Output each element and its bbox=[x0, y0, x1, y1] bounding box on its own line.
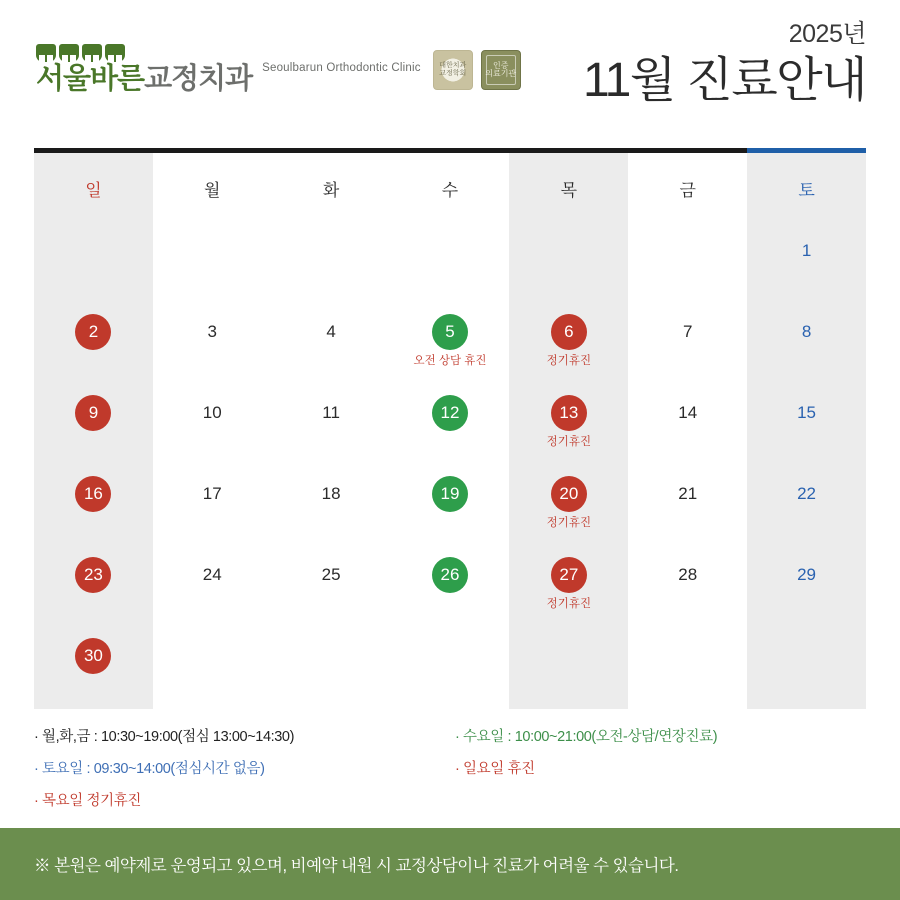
day-number bbox=[432, 638, 468, 674]
day-number: 13 bbox=[551, 395, 587, 431]
day-number bbox=[432, 233, 468, 269]
day-note: 정기휴진 bbox=[546, 436, 592, 448]
day-number: 8 bbox=[801, 322, 812, 341]
legend-item-sunday-closed: · 일요일 휴진 bbox=[455, 761, 535, 777]
day-cell[interactable] bbox=[628, 304, 747, 385]
day-of-week-label: 화 bbox=[322, 180, 340, 200]
tooth-icon bbox=[36, 44, 56, 62]
calendar-column-sun bbox=[34, 148, 153, 709]
day-number: 2 bbox=[75, 314, 111, 350]
day-cell[interactable] bbox=[747, 304, 866, 385]
legend-item-spacer bbox=[455, 789, 866, 810]
seal-one-text: 대한치과 교정학회 bbox=[439, 62, 467, 77]
day-number: 29 bbox=[797, 565, 817, 584]
day-number bbox=[789, 638, 825, 674]
clinic-logo bbox=[36, 44, 521, 94]
day-cell[interactable] bbox=[34, 385, 153, 466]
day-cell[interactable] bbox=[628, 466, 747, 547]
day-cell[interactable] bbox=[747, 223, 866, 304]
day-number: 25 bbox=[321, 565, 341, 584]
day-note: 정기휴진 bbox=[546, 355, 592, 367]
tooth-icon bbox=[59, 44, 79, 62]
day-number: 7 bbox=[682, 322, 693, 341]
day-cell[interactable] bbox=[509, 628, 628, 709]
calendar-column-mon bbox=[153, 148, 272, 709]
legend-item-wednesday: · 수요일 : 10:00~21:00(오전-상담/연장진료) bbox=[455, 729, 718, 745]
day-cell[interactable] bbox=[509, 547, 628, 628]
clinic-name-ko-dark: 교정치과 bbox=[144, 63, 253, 95]
day-cell[interactable] bbox=[34, 466, 153, 547]
hours-legend bbox=[34, 725, 866, 810]
day-cell[interactable] bbox=[747, 385, 866, 466]
seal-two-text: 인증 의료기관 bbox=[485, 60, 517, 78]
title-main: 11월 진료안내 bbox=[582, 54, 866, 107]
calendar-column-sat bbox=[747, 148, 866, 709]
day-cell[interactable] bbox=[391, 304, 510, 385]
day-number bbox=[551, 233, 587, 269]
day-cell[interactable] bbox=[509, 385, 628, 466]
footer-notice-text: ※ 본원은 예약제로 운영되고 있으며, 비예약 내원 시 교정상담이나 진료가 어려울 수 있습니다. bbox=[34, 857, 679, 875]
day-note: 정기휴진 bbox=[546, 598, 592, 610]
page-header bbox=[0, 0, 900, 148]
title-year: 2025년 bbox=[788, 20, 866, 48]
day-of-week-label: 월 bbox=[204, 180, 221, 200]
day-cell[interactable] bbox=[272, 385, 391, 466]
day-cell[interactable] bbox=[153, 466, 272, 547]
day-number: 5 bbox=[432, 314, 468, 350]
calendar-grid bbox=[34, 148, 866, 709]
day-note: 오전 상담 휴진 bbox=[413, 355, 487, 367]
day-number: 24 bbox=[202, 565, 222, 584]
day-number bbox=[670, 233, 706, 269]
calendar-column-fri bbox=[628, 148, 747, 709]
day-cell[interactable] bbox=[153, 385, 272, 466]
day-number: 9 bbox=[75, 395, 111, 431]
day-cell[interactable] bbox=[153, 628, 272, 709]
page-title bbox=[583, 22, 866, 108]
day-cell[interactable] bbox=[391, 385, 510, 466]
day-cell[interactable] bbox=[272, 304, 391, 385]
day-number: 27 bbox=[551, 557, 587, 593]
day-of-week-label: 토 bbox=[798, 180, 815, 200]
day-cell[interactable] bbox=[628, 547, 747, 628]
day-number: 3 bbox=[207, 322, 217, 341]
legend-item-thursday-closed: · 목요일 정기휴진 bbox=[34, 793, 141, 809]
day-number: 18 bbox=[321, 484, 341, 503]
day-cell[interactable] bbox=[747, 547, 866, 628]
day-cell[interactable] bbox=[272, 223, 391, 304]
day-cell[interactable] bbox=[509, 223, 628, 304]
day-number bbox=[75, 233, 111, 269]
day-of-week-label: 수 bbox=[441, 180, 459, 200]
day-cell[interactable] bbox=[747, 466, 866, 547]
day-cell[interactable] bbox=[509, 304, 628, 385]
day-number bbox=[194, 233, 230, 269]
day-number: 16 bbox=[75, 476, 111, 512]
day-cell[interactable] bbox=[391, 223, 510, 304]
day-number: 26 bbox=[432, 557, 468, 593]
day-number: 17 bbox=[202, 484, 222, 503]
seal-icon-one bbox=[433, 50, 473, 90]
legend-item-saturday: · 토요일 : 09:30~14:00(점심시간 없음) bbox=[34, 761, 265, 777]
day-number bbox=[670, 638, 706, 674]
day-number: 15 bbox=[797, 403, 817, 422]
day-note: 정기휴진 bbox=[546, 517, 592, 529]
day-cell[interactable] bbox=[391, 466, 510, 547]
day-number: 22 bbox=[797, 484, 817, 503]
calendar bbox=[34, 148, 866, 709]
day-number: 21 bbox=[678, 484, 698, 503]
day-number: 30 bbox=[75, 638, 111, 674]
day-of-week-label: 일 bbox=[85, 180, 102, 200]
day-cell[interactable] bbox=[272, 628, 391, 709]
day-number bbox=[551, 638, 587, 674]
clinic-name-ko bbox=[36, 65, 252, 94]
seal-icon-two bbox=[481, 50, 521, 90]
footer-notice-bar bbox=[0, 828, 900, 900]
day-cell[interactable] bbox=[34, 223, 153, 304]
day-number: 14 bbox=[678, 403, 698, 422]
day-cell[interactable] bbox=[747, 628, 866, 709]
day-cell[interactable] bbox=[272, 466, 391, 547]
day-cell[interactable] bbox=[391, 628, 510, 709]
certification-seals bbox=[433, 50, 521, 90]
day-number: 23 bbox=[75, 557, 111, 593]
day-cell[interactable] bbox=[34, 628, 153, 709]
day-cell[interactable] bbox=[34, 304, 153, 385]
day-cell[interactable] bbox=[153, 547, 272, 628]
day-cell[interactable] bbox=[272, 547, 391, 628]
day-of-week-label: 금 bbox=[679, 180, 696, 200]
day-number: 4 bbox=[326, 322, 336, 341]
day-number bbox=[194, 638, 230, 674]
day-number: 11 bbox=[322, 403, 340, 422]
tooth-icon bbox=[105, 44, 125, 62]
day-cell[interactable] bbox=[153, 304, 272, 385]
day-number: 1 bbox=[801, 241, 812, 260]
day-number: 10 bbox=[202, 403, 222, 422]
day-cell[interactable] bbox=[509, 466, 628, 547]
day-cell[interactable] bbox=[628, 223, 747, 304]
day-number: 28 bbox=[678, 565, 698, 584]
logo-mark bbox=[36, 44, 252, 94]
clinic-name-en: Seoulbarun Orthodontic Clinic bbox=[262, 62, 421, 74]
day-number bbox=[313, 233, 349, 269]
day-number: 20 bbox=[551, 476, 587, 512]
calendar-column-wed bbox=[391, 148, 510, 709]
day-cell[interactable] bbox=[628, 628, 747, 709]
teeth-icon bbox=[36, 44, 125, 62]
day-number bbox=[313, 638, 349, 674]
tooth-icon bbox=[82, 44, 102, 62]
day-cell[interactable] bbox=[34, 547, 153, 628]
clinic-name-ko-green: 서울바른 bbox=[36, 63, 145, 95]
day-of-week-label: 목 bbox=[560, 180, 578, 200]
day-cell[interactable] bbox=[153, 223, 272, 304]
legend-item-weekday-hours: · 월,화,금 : 10:30~19:00(점심 13:00~14:30) bbox=[34, 729, 294, 745]
day-number: 19 bbox=[432, 476, 468, 512]
calendar-column-tue bbox=[272, 148, 391, 709]
day-number: 12 bbox=[432, 395, 468, 431]
day-cell[interactable] bbox=[391, 547, 510, 628]
calendar-column-thu bbox=[509, 148, 628, 709]
day-number: 6 bbox=[551, 314, 587, 350]
day-cell[interactable] bbox=[628, 385, 747, 466]
